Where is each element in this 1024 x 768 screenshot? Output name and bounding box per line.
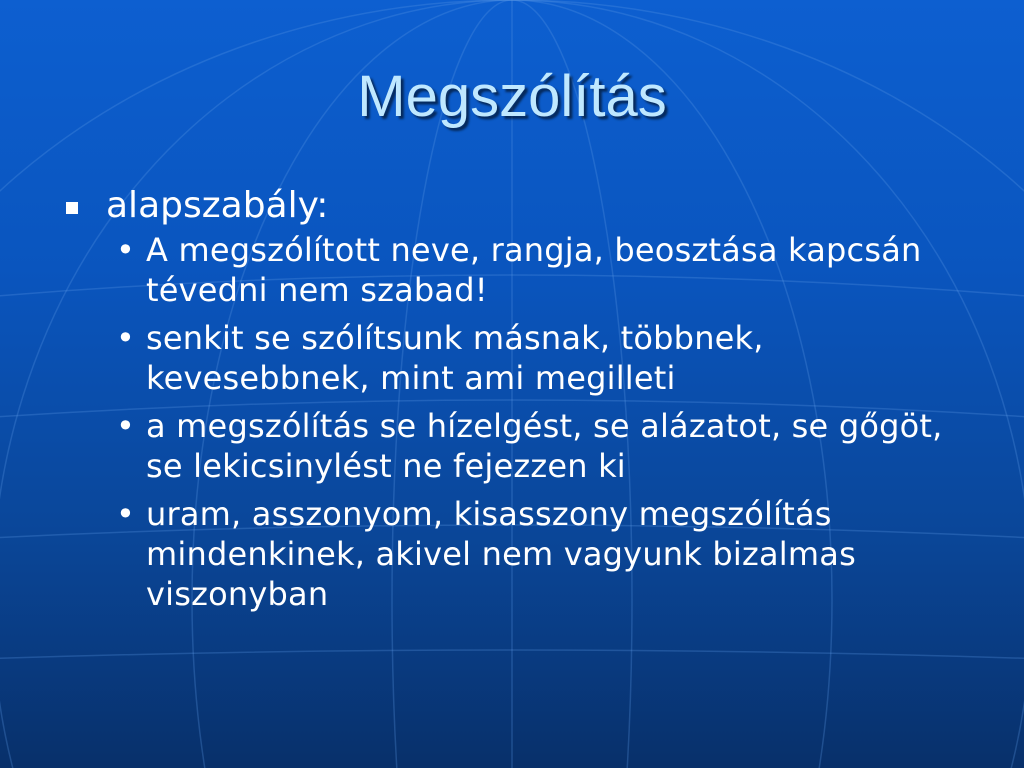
- bullet-text: senkit se szólítsunk másnak, többnek, kevesebbnek, mint ami megilleti: [146, 319, 764, 397]
- slide-title: Megszólítás: [357, 64, 667, 129]
- bullet-text: uram, asszonyom, kisasszony megszólítás mindenkinek, akivel nem vagyunk bizalmas viszonyban: [146, 495, 856, 613]
- dot-bullet-icon: •: [116, 319, 136, 357]
- bullet-list: [60, 184, 960, 622]
- dot-bullet-icon: •: [116, 407, 136, 445]
- square-bullet-icon: [66, 202, 78, 214]
- bullet-item-level2: [116, 494, 960, 614]
- bullet-text: a megszólítás se hízelgést, se alázatot, se gőgöt, se lekicsinylést ne fejezzen ki: [146, 407, 943, 485]
- dot-bullet-icon: •: [116, 495, 136, 533]
- bullet-item-level1: [60, 184, 960, 228]
- bullet-item-level2: [116, 406, 960, 486]
- bullet-item-level2: [116, 230, 960, 310]
- dot-bullet-icon: •: [116, 231, 136, 269]
- bullet-text: alapszabály:: [106, 185, 329, 226]
- bullet-text: A megszólított neve, rangja, beosztása kapcsán tévedni nem szabad!: [146, 231, 922, 309]
- bullet-item-level2: [116, 318, 960, 398]
